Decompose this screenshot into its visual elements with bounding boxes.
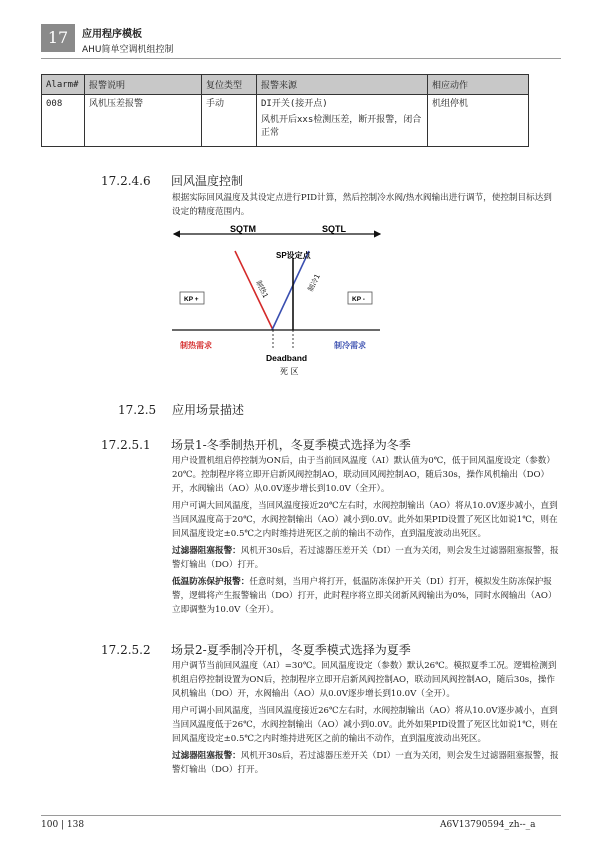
cooling-demand-label: 制冷需求 <box>334 341 366 350</box>
column-header-alarm: Alarm# <box>42 75 85 95</box>
section-title: 应用场景描述 <box>172 403 245 417</box>
deadband-diagram <box>172 224 382 384</box>
section-title: 回风温度控制 <box>171 174 244 188</box>
section-heading-scenarios <box>118 401 244 418</box>
column-header-action: 相应动作 <box>428 75 529 95</box>
heat1-label: 制热1 <box>254 279 270 300</box>
header-divider <box>41 58 561 59</box>
heating-demand-label: 制热需求 <box>180 341 212 350</box>
cell-alarm-id: 008 <box>42 95 85 147</box>
section-body-return-air <box>172 191 560 222</box>
paragraph <box>172 575 560 617</box>
source-line-2: 风机开后xxs检测压差，断开报警，闭合正常 <box>261 115 422 138</box>
cell-reset-type: 手动 <box>202 95 257 147</box>
document-subtitle: AHU简单空调机组控制 <box>82 45 174 55</box>
section-body-scenario-2 <box>172 659 560 780</box>
chapter-number: 17 <box>41 24 75 52</box>
filter-alarm-text: 风机开30s后，若过滤器压差开关（DI）一直为关闭，则会发生过滤器阻塞报警，报警灯输出（DO）打开。 <box>172 546 559 570</box>
section-heading-scenario-1 <box>101 436 411 453</box>
document-code: A6V13790594_zh--_a <box>440 820 536 830</box>
cell-source <box>257 95 428 147</box>
cool1-label: 制冷1 <box>306 272 322 293</box>
section-number: 17.2.5.1 <box>101 438 151 452</box>
column-header-description: 报警说明 <box>85 75 202 95</box>
page-header <box>0 0 600 60</box>
section-title: 场景2-夏季制冷开机，冬夏季模式选择为夏季 <box>171 643 411 657</box>
filter-alarm-text: 风机开30s后，若过滤器压差开关（DI）一直为关闭，则会发生过滤器阻塞报警，报警灯输出（DO）打开。 <box>172 751 559 775</box>
column-header-reset: 复位类型 <box>202 75 257 95</box>
section-heading-scenario-2 <box>101 641 411 658</box>
sqtm-label: SQTM <box>230 224 256 234</box>
paragraph: 用户可调小回风温度，当回风温度接近26℃左右时，水阀控制输出（AO）将从10.0V逐步减小，直到当回风温度低于26℃，水阀控制输出（AO）减小到0.0V。此外如果PID设置了死区比如说1℃，则在回风温度设定±0.5℃之内时维持进死区之前的输出不动作，直到温度波动出死区。 <box>172 706 558 744</box>
document-title: 应用程序模板 <box>82 29 142 40</box>
section-heading-return-air <box>101 172 243 189</box>
footer-divider <box>41 815 561 816</box>
paragraph: 根据实际回风温度及其设定点进行PID计算，然后控制冷水阀/热水阀输出进行调节，使控制目标达到设定的精度范围内。 <box>172 193 552 217</box>
section-title: 场景1-冬季制热开机，冬夏季模式选择为冬季 <box>171 438 411 452</box>
setpoint-label: SP设定点 <box>276 251 311 260</box>
paragraph: 用户设置机组启停控制为ON后，由于当前回风温度（AI）默认值为0℃，低于回风温度设定（参数）20℃。控制程序将立即开启新风阀控制AO，联动回风阀控制AO，随后30s，操作风机输出（DO）开，水阀输出（AO）从0.0V逐步增长到10.0V（全开）。 <box>172 456 555 494</box>
deadband-label: Deadband <box>266 353 308 363</box>
paragraph <box>172 544 560 572</box>
paragraph: 用户可调大回风温度，当回风温度接近20℃左右时，水阀控制输出（AO）将从10.0V逐步减小，直到当回风温度高于20℃，水阀控制输出（AO）减小到0.0V。此外如果PID设置了死区比如说1℃，则在回风温度设定±0.5℃之内时维持进死区之前的输出不动作，直到温度波动出死区。 <box>172 501 558 539</box>
filter-alarm-label: 过滤器阻塞报警： <box>172 751 241 761</box>
kp-plus-label: KP + <box>184 296 199 303</box>
column-header-source: 报警来源 <box>257 75 428 95</box>
cooling-curve <box>272 251 309 330</box>
sqtl-label: SQTL <box>322 224 346 234</box>
deadzone-label: 死 区 <box>280 367 299 376</box>
table-header-row <box>42 75 529 95</box>
page-number: 100 | 138 <box>41 820 85 830</box>
deadband-diagram-svg <box>172 224 382 380</box>
alarm-table <box>41 74 529 147</box>
section-number: 17.2.4.6 <box>101 174 151 188</box>
cell-action: 机组停机 <box>428 95 529 147</box>
section-body-scenario-1 <box>172 454 560 620</box>
table-row <box>42 95 529 147</box>
paragraph <box>172 749 560 777</box>
frost-alarm-label: 低温防冻保护报警： <box>172 577 250 587</box>
kp-minus-label: KP - <box>352 296 365 303</box>
frost-alarm-text: 任意时刻，当用户将打开，低温防冻保护开关（DI）打开，模拟发生防冻保护报警，逻辑将产生报警输出（DO）打开，此时程序将立即关闭新风阀输出为0%，同时水阀输出（AO）立即调整为10.0V（全开）。 <box>172 577 557 615</box>
section-number: 17.2.5.2 <box>101 643 151 657</box>
source-line-1: DI开关(接开点) <box>261 99 328 109</box>
cell-description: 风机压差报警 <box>85 95 202 147</box>
filter-alarm-label: 过滤器阻塞报警： <box>172 546 241 556</box>
paragraph: 用户调节当前回风温度（AI）=30℃。回风温度设定（参数）默认26℃。模拟夏季工况。逻辑检测到机组启停控制设置为ON后，控制程序立即开启新风阀控制AO，联动回风阀控制AO，随后30s，操作风机输出（DO）开，水阀输出（AO）从0.0V逐步增长到10.0V（全开）。 <box>172 661 557 699</box>
section-number: 17.2.5 <box>118 403 157 417</box>
